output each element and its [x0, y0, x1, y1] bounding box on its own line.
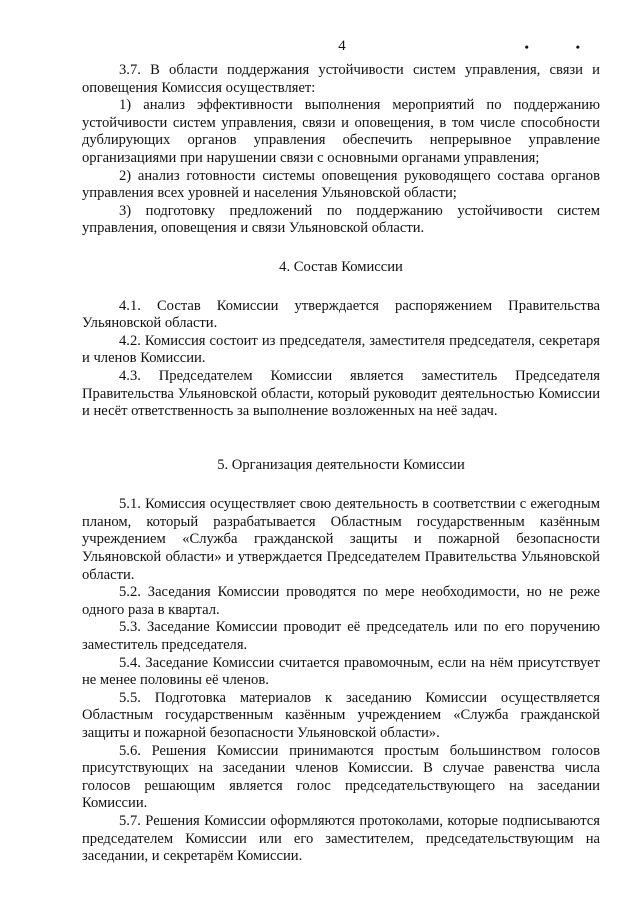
page-number: 4 — [338, 38, 346, 54]
section-4-heading: 4. Состав Комиссии — [279, 258, 403, 275]
paragraph-4-1: 4.1. Состав Комиссии утверждается распоряжением Правительства Ульяновской области. — [82, 297, 600, 332]
paragraph-5-4: 5.4. Заседание Комиссии считается правомочным, если на нём присутствует не менее половины её членов. — [82, 654, 600, 689]
paragraph-3-7-item-2: 2) анализ готовности системы оповещения руководящего состава органов управления всех уровней и населения Ульяновской области; — [82, 167, 600, 202]
paragraph-4-2: 4.2. Комиссия состоит из председателя, заместителя председателя, секретаря и членов Комиссии. — [82, 332, 600, 367]
paragraph-3-7-item-3: 3) подготовку предложений по поддержанию устойчивости систем управления, оповещения и связи Ульяновской области. — [82, 202, 600, 237]
paragraph-5-2: 5.2. Заседания Комиссии проводятся по мере необходимости, но не реже одного раза в квартал. — [82, 584, 600, 618]
paragraph-3-7-intro: 3.7. В области поддержания устойчивости систем управления, связи и оповещения Комиссия осуществляет: — [82, 62, 600, 96]
corner-marks: • • — [524, 40, 602, 54]
paragraph-5-5: 5.5. Подготовка материалов к заседанию Комиссии осуществляется Областным государственным казённым учреждением «Служба гражданской защиты и пожарной безопасности Ульяновской области». — [82, 689, 600, 741]
paragraph-5-7: 5.7. Решения Комиссии оформляются протоколами, которые подписываются председателем Комиссии или его заместителем, председательствующим на заседании, и секретарём Комиссии. — [82, 812, 600, 865]
paragraph-3-7-item-1: 1) анализ эффективности выполнения мероприятий по поддержанию устойчивости систем управления, связи и оповещения, в том числе способности дублирующих органов управления обеспечить непрерывное управление организациями при нарушении связи с основными органами управления; — [82, 97, 600, 166]
paragraph-5-6: 5.6. Решения Комиссии принимаются простым большинством голосов присутствующих на заседании членов Комиссии. В случае равенства числа голосов решающим является голос председательствующего на заседании Комиссии. — [82, 742, 600, 812]
document-body — [82, 62, 600, 866]
paragraph-5-1: 5.1. Комиссия осуществляет свою деятельность в соответствии с ежегодным планом, который разрабатывается Областным государственным казённым учреждением «Служба гражданской защиты и пожарной безопасности Ульяновской области» и утверждается Председателем Правительства Ульяновской области. — [82, 496, 600, 583]
paragraph-5-3: 5.3. Заседание Комиссии проводит её председатель или по его поручению заместитель председателя. — [82, 619, 600, 654]
section-5-heading: 5. Организация деятельности Комиссии — [217, 456, 465, 473]
paragraph-4-3: 4.3. Председателем Комиссии является заместитель Председателя Правительства Ульяновской области, который руководит деятельностью Комиссии и несёт ответственность за выполнение возложенных на неё задач. — [82, 367, 600, 420]
